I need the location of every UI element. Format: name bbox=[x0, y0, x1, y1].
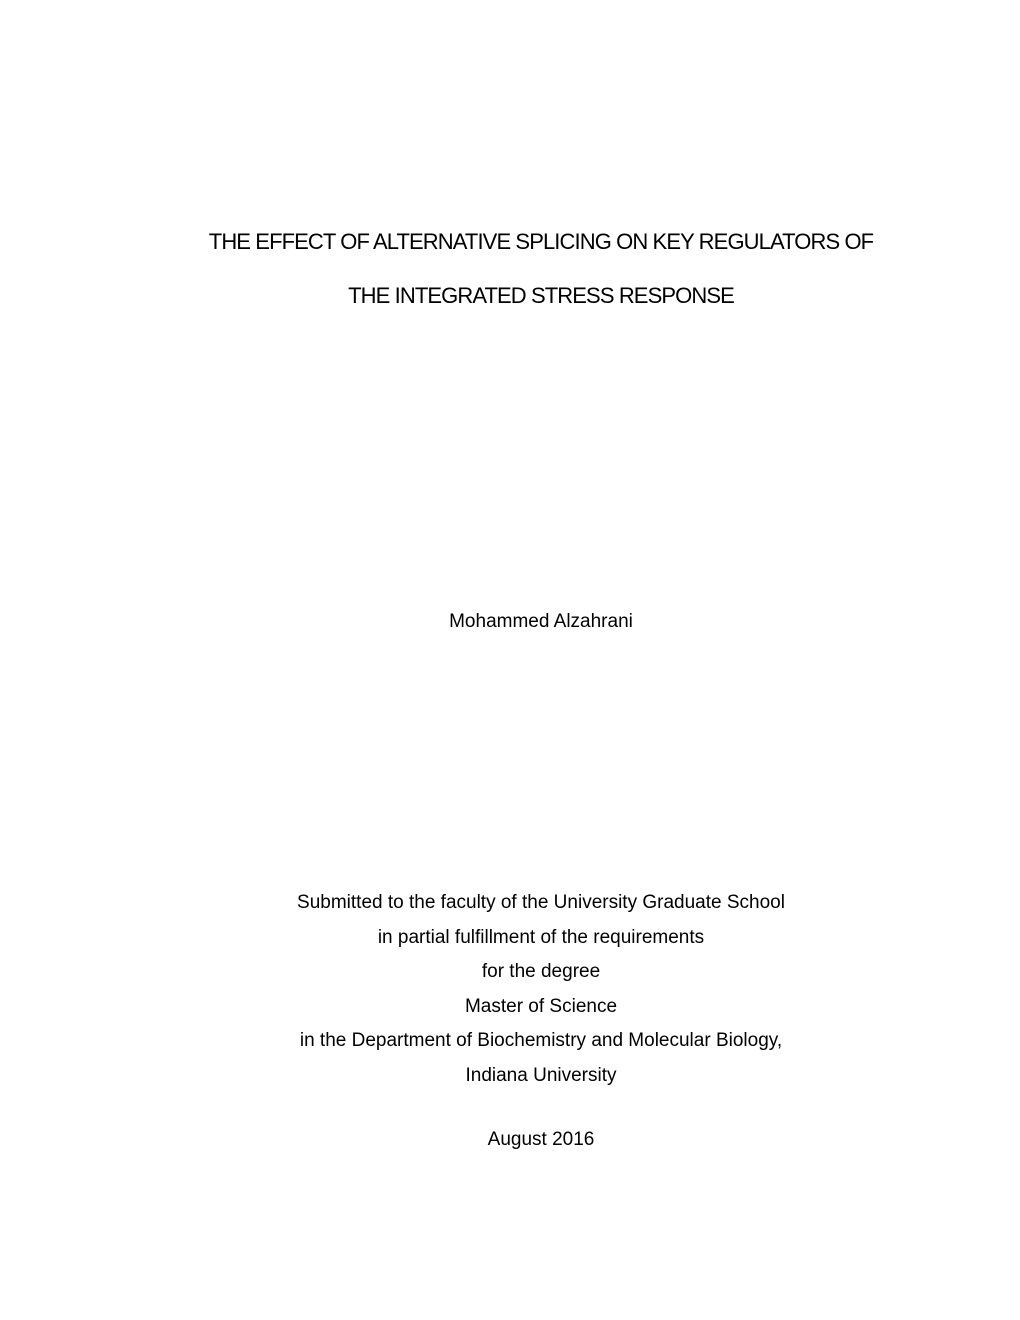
submission-line-5: in the Department of Biochemistry and Molecular Biology, bbox=[299, 1030, 783, 1052]
thesis-title-line-1: THE EFFECT OF ALTERNATIVE SPLICING ON KEY REGULATORS OF bbox=[208, 229, 874, 254]
submission-line-6: Indiana University bbox=[465, 1064, 617, 1086]
submission-line-4: Master of Science bbox=[464, 995, 618, 1017]
submission-line-2: in partial fulfillment of the requirements bbox=[377, 926, 705, 948]
submission-line-1: Submitted to the faculty of the University Graduate School bbox=[297, 892, 785, 913]
author-name: Mohammed Alzahrani bbox=[449, 611, 633, 632]
submission-date: August 2016 bbox=[487, 1129, 595, 1150]
submission-statement bbox=[0, 886, 1020, 1094]
thesis-title-line-2: THE INTEGRATED STRESS RESPONSE bbox=[348, 283, 734, 308]
submission-line-3: for the degree bbox=[481, 961, 601, 983]
